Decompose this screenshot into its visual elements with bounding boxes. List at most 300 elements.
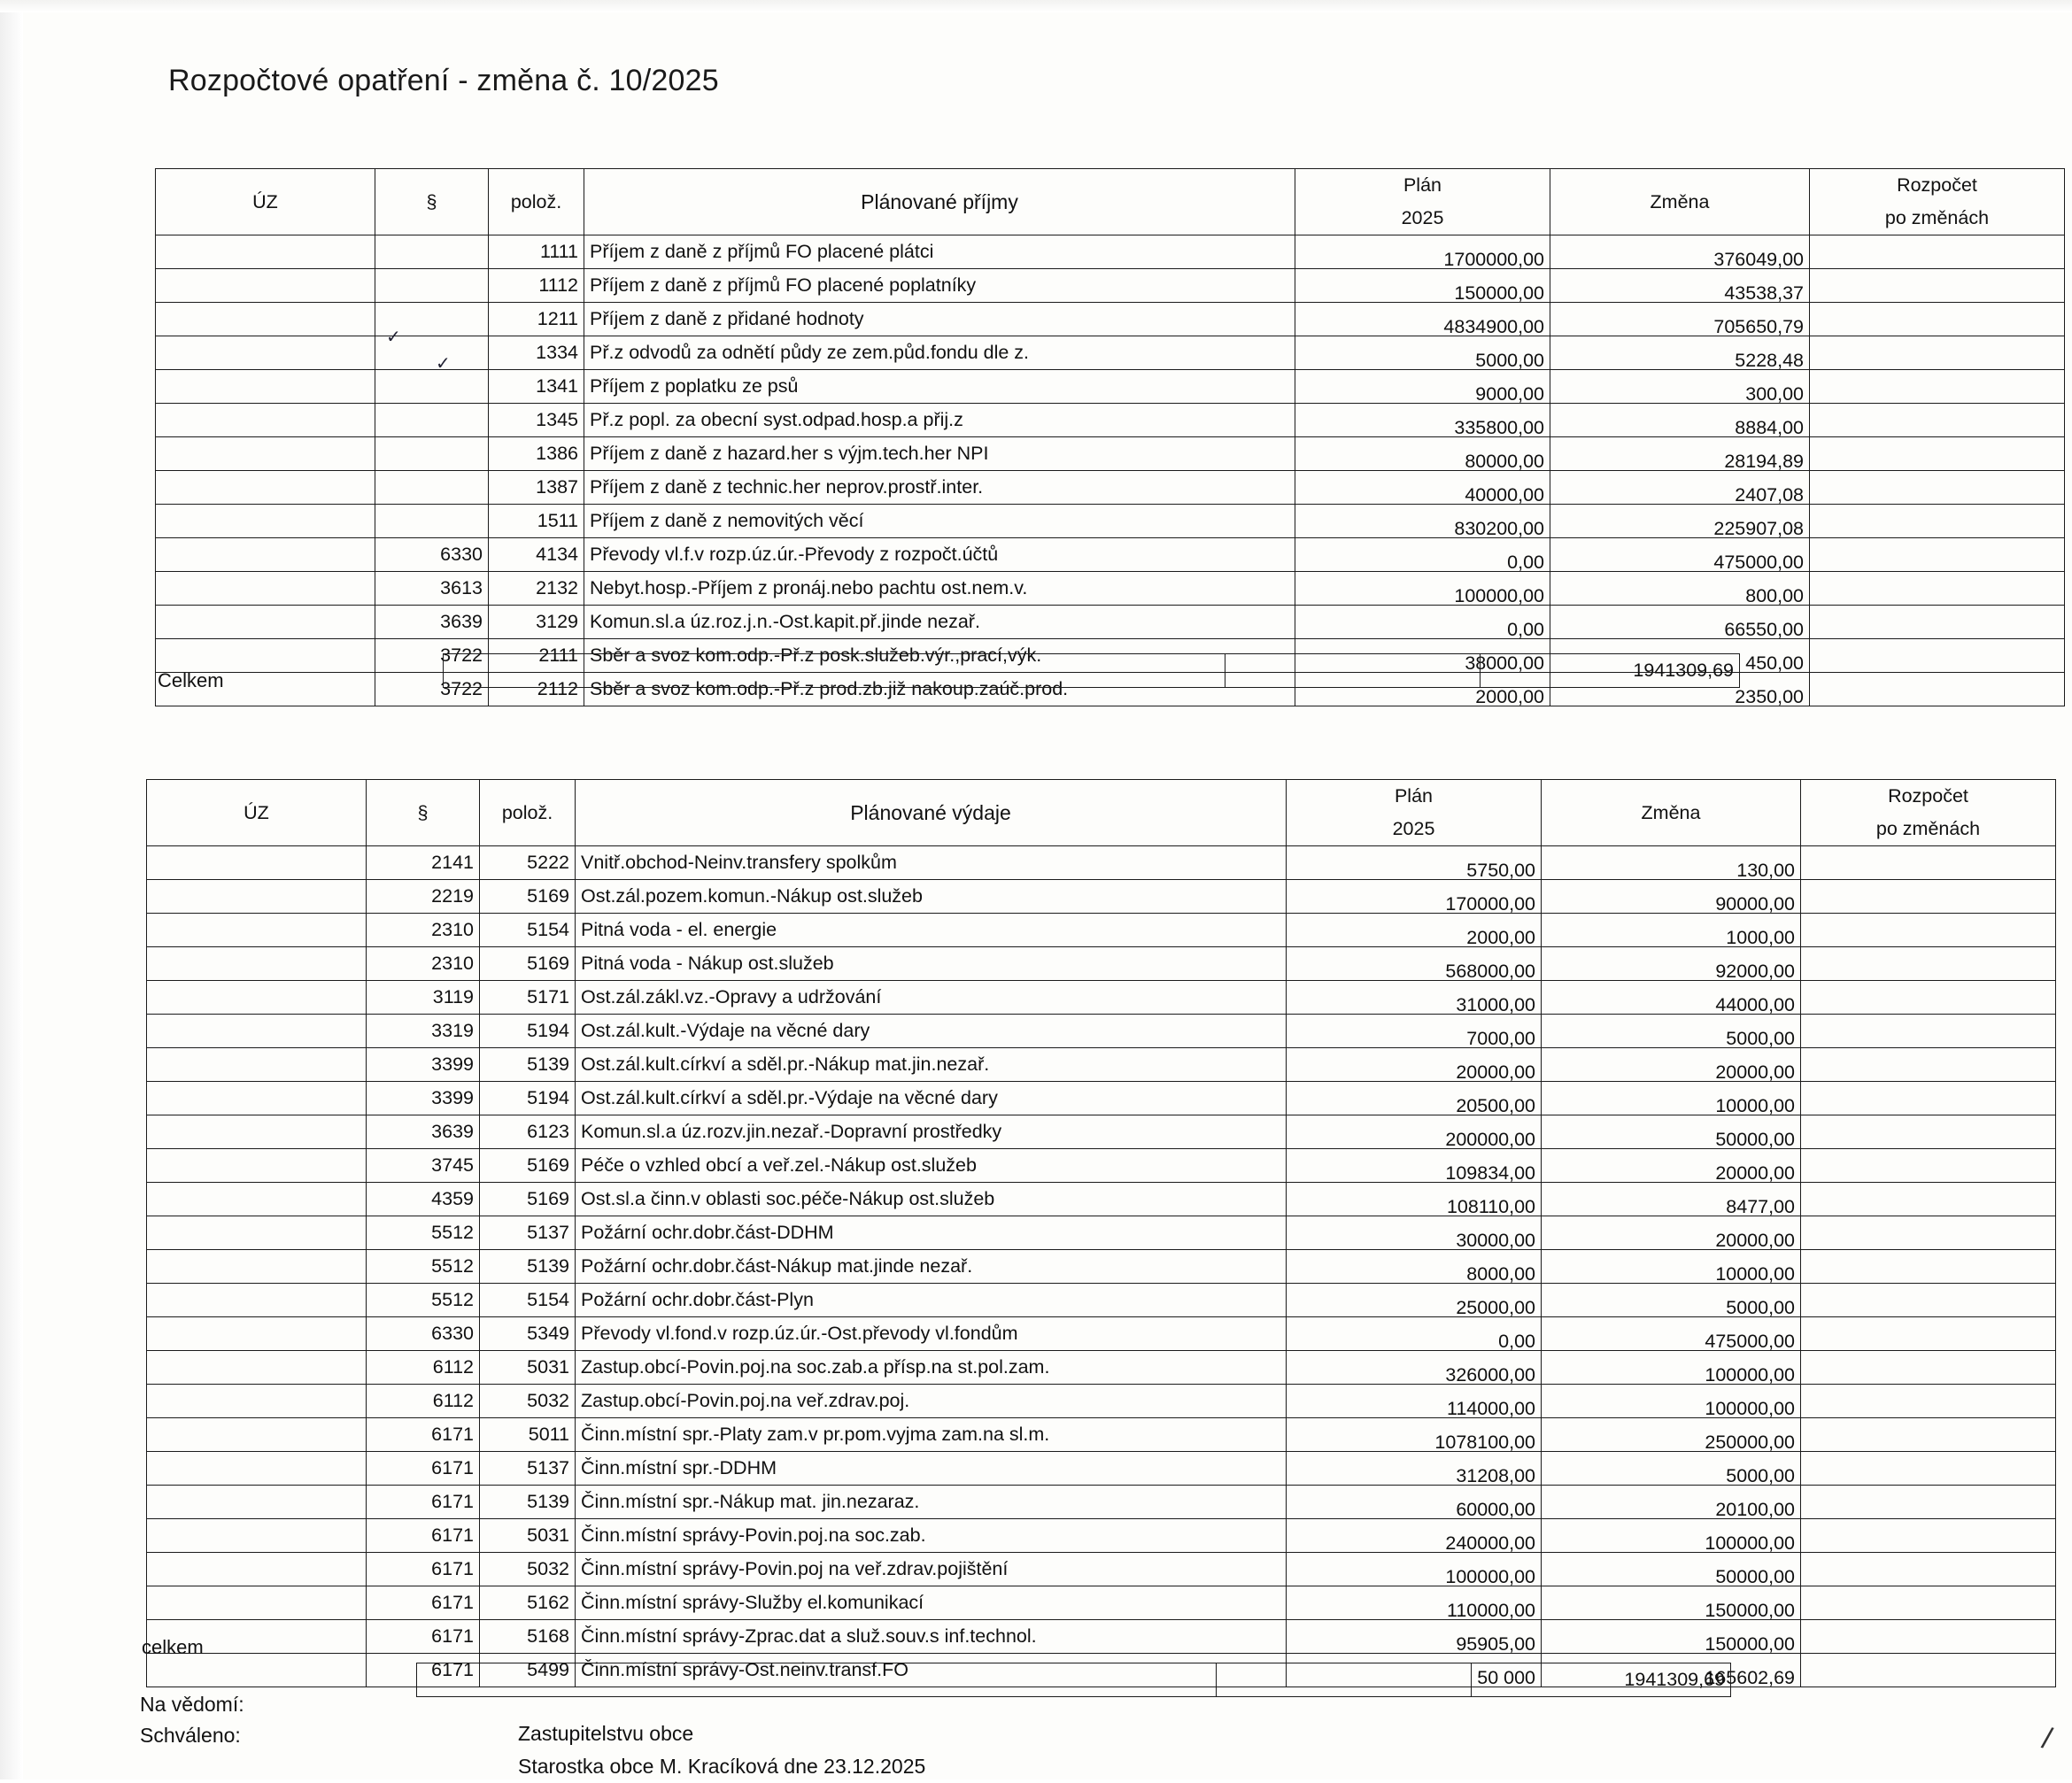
table-row [156,572,2065,606]
income-cell-text: Sběr a svoz kom.odp.-Př.z posk.služeb.výr.,prací,výk. [584,639,1295,673]
income-cell-text: Příjem z daně z příjmů FO placené plátci [584,235,1295,269]
income-cell-par [375,437,489,471]
income-total-value: 1941309,69 [1481,654,1740,688]
expense-cell-zmena-value: 20100,00 [1715,1499,1795,1520]
expense-cell-pol: 5139 [480,1048,576,1082]
expense-cell-zmena [1542,1317,1801,1351]
table-row [147,1082,2056,1115]
expense-cell-zmena [1542,1586,1801,1620]
expense-cell-plan-value: 31208,00 [1456,1465,1535,1486]
income-cell-plan-value: 2000,00 [1475,686,1544,707]
expense-cell-text: Činn.místní správy-Služby el.komunikací [576,1586,1287,1620]
expense-cell-zmena-value: 250000,00 [1705,1432,1795,1453]
expense-cell-text: Činn.místní správy-Povin.poj.na soc.zab. [576,1519,1287,1553]
income-cell-uz [156,370,375,404]
table-row [156,404,2065,437]
expense-cell-text: Činn.místní správy-Ost.neinv.transf.FO [576,1654,1287,1687]
income-cell-rozpocet [1810,538,2065,572]
income-cell-uz [156,606,375,639]
table-row [147,1351,2056,1385]
expense-cell-rozpocet [1801,1284,2056,1317]
income-total-row [444,654,1740,688]
income-header-rozpocet: Rozpočet [1810,169,2065,203]
income-cell-text: Př.z popl. za obecní syst.odpad.hosp.a přij.z [584,404,1295,437]
expense-cell-pol: 5137 [480,1452,576,1486]
expense-cell-uz [147,1284,367,1317]
footer-body-line1: Zastupitelstvu obce [518,1722,694,1745]
income-table-header [156,169,2065,235]
income-cell-rozpocet [1810,639,2065,673]
income-cell-plan [1295,336,1550,370]
expense-cell-plan-value: 1078100,00 [1434,1432,1535,1453]
expense-cell-rozpocet [1801,1418,2056,1452]
expense-cell-plan [1287,1317,1542,1351]
expense-cell-zmena [1542,914,1801,947]
expense-cell-uz [147,1317,367,1351]
income-cell-plan-value: 0,00 [1507,552,1544,573]
expense-cell-zmena [1542,880,1801,914]
expense-cell-uz [147,1351,367,1385]
expense-header-rozpocet-sub: po změnách [1801,813,2056,846]
expense-total-spacer [417,1663,1217,1697]
expense-cell-plan [1287,1452,1542,1486]
table-row [156,505,2065,538]
income-cell-text: Nebyt.hosp.-Příjem z pronáj.nebo pachtu ost.nem.v. [584,572,1295,606]
expense-cell-text: Ost.zál.zákl.vz.-Opravy a udržování [576,981,1287,1015]
income-cell-plan-value: 40000,00 [1465,484,1544,506]
income-cell-pol: 2132 [489,572,584,606]
expense-total-value: 1941309,69 [1472,1663,1731,1697]
expense-cell-par: 5512 [367,1284,480,1317]
expense-cell-zmena-value: 5000,00 [1726,1297,1795,1318]
income-header-pol: polož. [489,169,584,235]
expense-cell-rozpocet [1801,947,2056,981]
expense-cell-uz [147,1486,367,1519]
expense-cell-rozpocet [1801,1486,2056,1519]
expense-cell-par: 3399 [367,1082,480,1115]
expense-cell-text: Ost.zál.kult.-Výdaje na věcné dary [576,1015,1287,1048]
scan-corner-mark: / [2038,1721,2055,1756]
expense-cell-zmena [1542,1519,1801,1553]
expense-cell-zmena-value: 10000,00 [1715,1263,1795,1285]
expense-cell-plan-value: 5750,00 [1466,860,1535,881]
expense-cell-plan [1287,1216,1542,1250]
income-cell-pol: 1345 [489,404,584,437]
expense-table-header [147,780,2056,846]
expense-cell-zmena [1542,1149,1801,1183]
income-total-label: Celkem [158,669,224,691]
table-row [147,1250,2056,1284]
table-row [147,1284,2056,1317]
expense-cell-plan-value: 100000,00 [1445,1566,1535,1587]
expense-cell-text: Činn.místní spr.-Platy zam.v pr.pom.vyjma zam.na sl.m. [576,1418,1287,1452]
expense-cell-zmena-value: 150000,00 [1705,1600,1795,1621]
income-cell-uz [156,235,375,269]
income-cell-rozpocet [1810,673,2065,706]
expense-header-zmena: Změna [1542,780,1801,846]
income-cell-pol: 1386 [489,437,584,471]
expense-cell-plan [1287,1519,1542,1553]
expense-cell-zmena-value: 5000,00 [1726,1465,1795,1486]
table-row [156,437,2065,471]
expense-cell-rozpocet [1801,1216,2056,1250]
expense-cell-plan-value: 568000,00 [1445,961,1535,982]
income-cell-zmena-value: 376049,00 [1713,249,1804,270]
income-cell-rozpocet [1810,370,2065,404]
expense-cell-text: Péče o vzhled obcí a veř.zel.-Nákup ost.služeb [576,1149,1287,1183]
expense-cell-rozpocet [1801,1317,2056,1351]
income-cell-par: 3722 [375,673,489,706]
pen-mark-1: ✓ [386,328,401,347]
income-cell-zmena-value: 43538,37 [1724,282,1804,304]
expense-total-plan [1217,1663,1472,1697]
expense-cell-rozpocet [1801,1183,2056,1216]
expense-cell-plan-value: 31000,00 [1456,994,1535,1015]
expense-cell-par: 3745 [367,1149,480,1183]
table-row [147,1586,2056,1620]
footer-na-vedomi: Na vědomí: [140,1693,244,1716]
expense-cell-uz [147,1183,367,1216]
expense-cell-zmena [1542,1486,1801,1519]
expense-cell-uz [147,1519,367,1553]
expense-cell-uz [147,1452,367,1486]
expense-cell-plan [1287,1385,1542,1418]
expense-cell-text: Komun.sl.a úz.rozv.jin.nezař.-Dopravní prostředky [576,1115,1287,1149]
expense-cell-pol: 5499 [480,1654,576,1687]
expense-cell-uz [147,846,367,880]
income-table [155,168,2065,706]
expense-header-uz: ÚZ [147,780,367,846]
expense-cell-plan-value: 95905,00 [1456,1633,1535,1655]
income-cell-plan-value: 9000,00 [1475,383,1544,405]
expense-cell-par: 2310 [367,914,480,947]
table-row [156,538,2065,572]
expense-cell-rozpocet [1801,1620,2056,1654]
expense-cell-rozpocet [1801,1115,2056,1149]
income-header-plan-year: 2025 [1295,202,1550,235]
expense-cell-rozpocet [1801,1654,2056,1687]
expense-cell-par: 6171 [367,1654,480,1687]
expense-header-pol: polož. [480,780,576,846]
income-cell-pol: 1211 [489,303,584,336]
expense-cell-zmena [1542,947,1801,981]
table-row [147,1620,2056,1654]
expense-header-row [147,780,2056,814]
expense-cell-plan [1287,1115,1542,1149]
expense-cell-rozpocet [1801,914,2056,947]
expense-header-text: Plánované výdaje [576,780,1287,846]
expense-cell-pol: 5011 [480,1418,576,1452]
expense-cell-pol: 5169 [480,1149,576,1183]
expense-cell-zmena-value: 20000,00 [1715,1230,1795,1251]
expense-cell-rozpocet [1801,1082,2056,1115]
expense-cell-par: 6330 [367,1317,480,1351]
expense-cell-zmena [1542,1452,1801,1486]
expense-cell-pol: 5194 [480,1082,576,1115]
income-cell-rozpocet [1810,505,2065,538]
table-row [156,606,2065,639]
income-cell-plan-value: 335800,00 [1454,417,1544,438]
expense-cell-plan [1287,1250,1542,1284]
expense-cell-zmena-value: 20000,00 [1715,1061,1795,1083]
expense-cell-text: Pitná voda - el. energie [576,914,1287,947]
table-row [147,1317,2056,1351]
income-cell-pol: 1111 [489,235,584,269]
income-table-body [156,235,2065,706]
expense-cell-zmena [1542,1115,1801,1149]
income-cell-pol: 1341 [489,370,584,404]
income-cell-pol: 1387 [489,471,584,505]
expense-cell-pol: 5031 [480,1519,576,1553]
table-row [147,1452,2056,1486]
income-cell-plan-value: 80000,00 [1465,451,1544,472]
income-cell-zmena-value: 705650,79 [1713,316,1804,337]
expense-cell-rozpocet [1801,846,2056,880]
expense-cell-zmena-value: 44000,00 [1715,994,1795,1015]
expense-cell-pol: 5139 [480,1486,576,1519]
expense-cell-plan [1287,947,1542,981]
income-cell-text: Př.z odvodů za odnětí půdy ze zem.půd.fondu dle z. [584,336,1295,370]
expense-cell-zmena-value: 10000,00 [1715,1095,1795,1116]
expense-cell-par: 6171 [367,1486,480,1519]
expense-total-label: celkem [142,1636,204,1658]
expense-cell-zmena [1542,1351,1801,1385]
table-row [147,1553,2056,1586]
income-cell-par [375,269,489,303]
income-cell-uz [156,471,375,505]
income-cell-par [375,471,489,505]
expense-cell-par: 2219 [367,880,480,914]
expense-cell-uz [147,1553,367,1586]
income-cell-pol: 3129 [489,606,584,639]
expense-table-body [147,846,2056,1687]
expense-header-rozpocet: Rozpočet [1801,780,2056,814]
table-row [147,1418,2056,1452]
expense-cell-pol: 5169 [480,1183,576,1216]
expense-cell-rozpocet [1801,1586,2056,1620]
income-cell-pol: 4134 [489,538,584,572]
income-cell-rozpocet [1810,471,2065,505]
scan-edge-left [0,0,23,1779]
income-cell-plan [1295,572,1550,606]
expense-cell-text: Vnitř.obchod-Neinv.transfery spolkům [576,846,1287,880]
expense-cell-pol: 5169 [480,880,576,914]
expense-cell-plan [1287,846,1542,880]
footer-right [518,1717,925,1783]
income-cell-text: Příjem z daně z příjmů FO placené poplatníky [584,269,1295,303]
expense-cell-pol: 5139 [480,1250,576,1284]
expense-cell-zmena [1542,1082,1801,1115]
expense-cell-par: 2310 [367,947,480,981]
income-cell-plan [1295,269,1550,303]
expense-cell-plan [1287,1149,1542,1183]
expense-cell-plan [1287,1082,1542,1115]
income-cell-uz [156,336,375,370]
income-cell-rozpocet [1810,404,2065,437]
income-cell-zmena-value: 800,00 [1745,585,1804,606]
expense-cell-zmena-value: 8477,00 [1726,1196,1795,1217]
expense-cell-zmena-value: 130,00 [1736,860,1795,881]
income-cell-plan [1295,370,1550,404]
expense-cell-plan-value: 326000,00 [1445,1364,1535,1385]
expense-total-row [417,1663,1731,1697]
expense-cell-par: 6171 [367,1586,480,1620]
income-cell-pol: 1511 [489,505,584,538]
income-cell-uz [156,269,375,303]
income-header-row [156,169,2065,203]
expense-cell-text: Požární ochr.dobr.část-Plyn [576,1284,1287,1317]
expense-cell-plan-value: 20000,00 [1456,1061,1535,1083]
expense-cell-rozpocet [1801,1385,2056,1418]
expense-cell-plan-value: 108110,00 [1446,1196,1535,1217]
income-cell-plan-value: 5000,00 [1475,350,1544,371]
expense-cell-par: 5512 [367,1216,480,1250]
expense-cell-zmena [1542,1620,1801,1654]
expense-cell-rozpocet [1801,1351,2056,1385]
expense-cell-pol: 5137 [480,1216,576,1250]
expense-cell-par: 3319 [367,1015,480,1048]
expense-cell-uz [147,1015,367,1048]
income-cell-plan [1295,606,1550,639]
income-total-spacer [444,654,1225,688]
expense-cell-plan-value: 110000,00 [1446,1600,1535,1621]
expense-cell-zmena-value: 150000,00 [1705,1633,1795,1655]
expense-cell-zmena-value: 100000,00 [1705,1398,1795,1419]
income-cell-text: Sběr a svoz kom.odp.-Př.z prod.zb.již nakoup.zaúč.prod. [584,673,1295,706]
expense-cell-pol: 5171 [480,981,576,1015]
income-cell-zmena-value: 475000,00 [1713,552,1804,573]
expense-cell-uz [147,914,367,947]
income-cell-plan [1295,538,1550,572]
income-cell-zmena [1550,606,1810,639]
expense-cell-rozpocet [1801,1048,2056,1082]
expense-cell-par: 3399 [367,1048,480,1082]
expense-cell-zmena [1542,1048,1801,1082]
income-cell-uz [156,639,375,673]
expense-cell-zmena-value: 50000,00 [1715,1129,1795,1150]
income-cell-plan [1295,505,1550,538]
income-cell-zmena-value: 225907,08 [1713,518,1804,539]
expense-cell-par: 6171 [367,1418,480,1452]
income-cell-text: Komun.sl.a úz.roz.j.n.-Ost.kapit.př.jinde nezař. [584,606,1295,639]
income-cell-par [375,370,489,404]
expense-cell-plan [1287,1486,1542,1519]
income-cell-zmena [1550,370,1810,404]
expense-cell-uz [147,1418,367,1452]
expense-cell-uz [147,1250,367,1284]
table-row [156,235,2065,269]
expense-cell-uz [147,1385,367,1418]
income-cell-plan [1295,437,1550,471]
table-row [147,1486,2056,1519]
expense-cell-uz [147,1048,367,1082]
income-cell-uz [156,404,375,437]
expense-cell-plan-value: 50 000 [1477,1667,1535,1688]
expense-cell-rozpocet [1801,880,2056,914]
income-cell-zmena-value: 8884,00 [1735,417,1804,438]
expense-cell-uz [147,981,367,1015]
income-header-par: § [375,169,489,235]
table-row [147,1115,2056,1149]
expense-cell-uz [147,1082,367,1115]
expense-cell-plan [1287,1183,1542,1216]
income-cell-plan-value: 150000,00 [1454,282,1544,304]
footer-left [140,1689,244,1750]
income-cell-pol: 2111 [489,639,584,673]
table-row [147,1048,2056,1082]
income-cell-rozpocet [1810,572,2065,606]
expense-total-table [416,1663,1731,1697]
pen-mark-2: ✓ [436,354,451,374]
table-row [147,981,2056,1015]
expense-cell-par: 6171 [367,1620,480,1654]
expense-cell-par: 5512 [367,1250,480,1284]
expense-cell-zmena [1542,1284,1801,1317]
expense-cell-rozpocet [1801,1149,2056,1183]
expense-cell-par: 6171 [367,1452,480,1486]
income-cell-rozpocet [1810,336,2065,370]
expense-cell-par: 3119 [367,981,480,1015]
expense-cell-plan [1287,981,1542,1015]
expense-cell-rozpocet [1801,1015,2056,1048]
income-cell-zmena [1550,471,1810,505]
expense-cell-text: Převody vl.fond.v rozp.úz.úr.-Ost.převody vl.fondům [576,1317,1287,1351]
expense-cell-plan-value: 30000,00 [1456,1230,1535,1251]
expense-cell-text: Činn.místní správy-Zprac.dat a služ.souv.s inf.technol. [576,1620,1287,1654]
expense-cell-uz [147,880,367,914]
income-cell-zmena [1550,505,1810,538]
income-cell-rozpocet [1810,606,2065,639]
income-cell-plan [1295,235,1550,269]
income-cell-rozpocet [1810,437,2065,471]
income-cell-par: 6330 [375,538,489,572]
expense-cell-uz [147,947,367,981]
expense-cell-plan-value: 0,00 [1498,1331,1535,1352]
income-cell-zmena-value: 66550,00 [1724,619,1804,640]
expense-header-plan-year: 2025 [1287,813,1542,846]
expense-cell-rozpocet [1801,1250,2056,1284]
expense-cell-zmena-value: 5000,00 [1726,1028,1795,1049]
expense-cell-zmena [1542,1553,1801,1586]
expense-cell-plan [1287,1553,1542,1586]
expense-cell-zmena [1542,1418,1801,1452]
income-cell-zmena-value: 450,00 [1745,652,1804,674]
expense-cell-rozpocet [1801,1553,2056,1586]
expense-cell-pol: 5169 [480,947,576,981]
income-cell-zmena [1550,538,1810,572]
income-cell-zmena [1550,404,1810,437]
expense-cell-zmena-value: 20000,00 [1715,1162,1795,1184]
expense-cell-plan-value: 8000,00 [1466,1263,1535,1285]
expense-cell-plan [1287,1048,1542,1082]
income-cell-uz [156,437,375,471]
expense-cell-zmena-value: 165602,69 [1705,1667,1795,1688]
expense-cell-rozpocet [1801,1519,2056,1553]
income-cell-plan-value: 4834900,00 [1443,316,1544,337]
income-cell-zmena [1550,303,1810,336]
income-cell-text: Převody vl.f.v rozp.úz.úr.-Převody z rozpočt.účtů [584,538,1295,572]
income-cell-text: Příjem z daně z hazard.her s výjm.tech.her NPI [584,437,1295,471]
income-header-plan: Plán [1295,169,1550,203]
expense-header-par: § [367,780,480,846]
expense-cell-text: Požární ochr.dobr.část-DDHM [576,1216,1287,1250]
expense-cell-uz [147,1586,367,1620]
income-cell-pol: 1112 [489,269,584,303]
expense-cell-zmena [1542,981,1801,1015]
income-cell-plan-value: 1700000,00 [1443,249,1544,270]
income-cell-zmena [1550,235,1810,269]
table-row [147,914,2056,947]
